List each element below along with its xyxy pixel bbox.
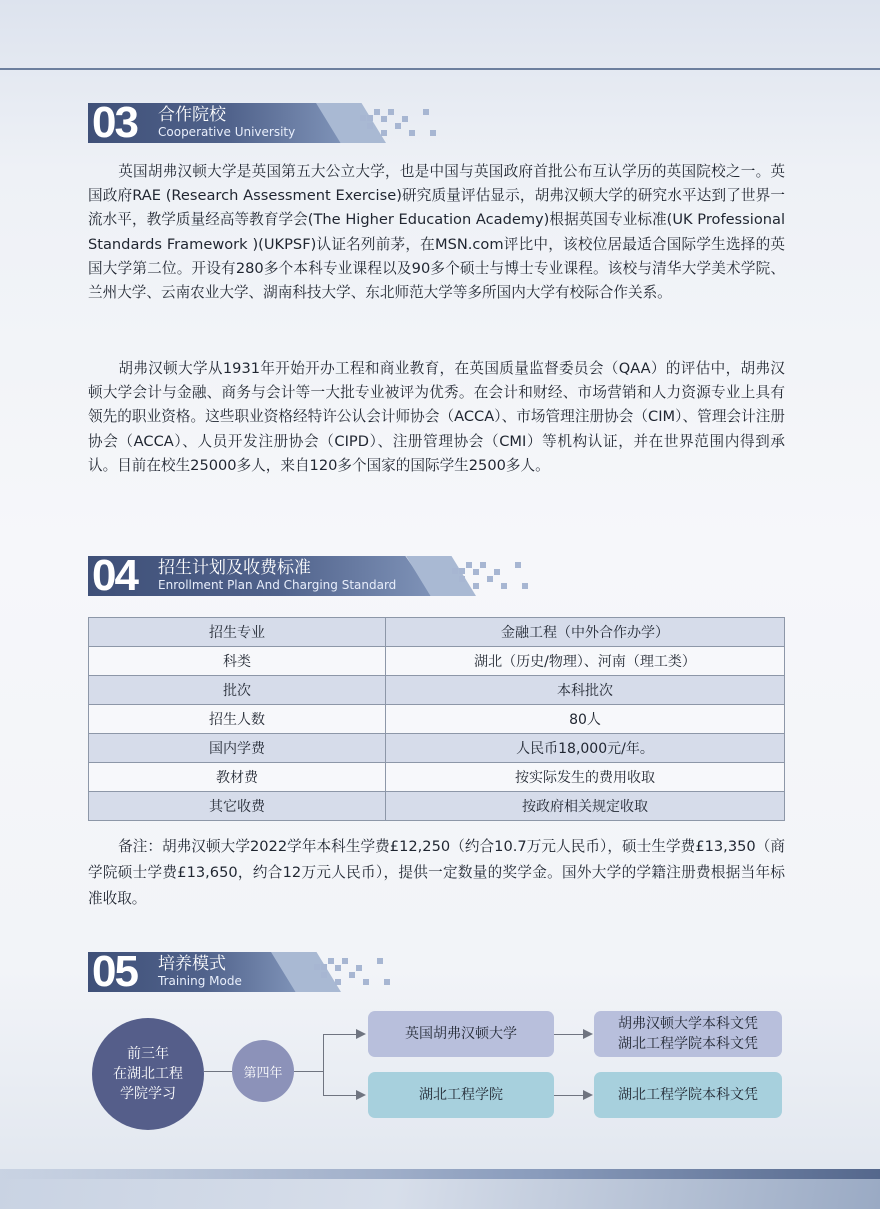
hubei-degree-box: 湖北工程学院本科文凭 bbox=[594, 1072, 782, 1118]
table-row: 其它收费 按政府相关规定收取 bbox=[89, 792, 785, 821]
dual-degree-box: 胡弗汉顿大学本科文凭 湖北工程学院本科文凭 bbox=[594, 1011, 782, 1057]
section-05-subtitle: Training Mode bbox=[158, 974, 242, 988]
bottom-decoration-band bbox=[0, 1169, 880, 1209]
section-03-header bbox=[88, 98, 518, 147]
first-three-years-circle: 前三年 在湖北工程 学院学习 bbox=[92, 1018, 204, 1130]
table-row: 科类 湖北（历史/物理）、河南（理工类） bbox=[89, 647, 785, 676]
section-03-title: 合作院校 bbox=[158, 105, 226, 125]
section-05-header bbox=[88, 947, 518, 996]
arrow-right-icon bbox=[583, 1029, 593, 1039]
table-row: 教材费 按实际发生的费用收取 bbox=[89, 763, 785, 792]
connector-line bbox=[204, 1071, 232, 1072]
table-row: 国内学费 人民币18,000元/年。 bbox=[89, 734, 785, 763]
connector-line bbox=[554, 1034, 584, 1035]
table-row: 批次 本科批次 bbox=[89, 676, 785, 705]
section-04-number: 04 bbox=[92, 551, 137, 600]
connector-line bbox=[323, 1034, 357, 1035]
section-05-number: 05 bbox=[92, 947, 137, 996]
connector-line bbox=[294, 1071, 324, 1072]
arrow-right-icon bbox=[356, 1090, 366, 1100]
enrollment-table bbox=[88, 617, 785, 821]
section-05-title: 培养模式 bbox=[158, 954, 226, 974]
arrow-right-icon bbox=[356, 1029, 366, 1039]
top-divider-line bbox=[0, 68, 880, 70]
section-04-header bbox=[88, 551, 518, 600]
connector-line bbox=[554, 1095, 584, 1096]
section-03-paragraph-2: 胡弗汉顿大学从1931年开始开办工程和商业教育，在英国质量监督委员会（QAA）的评估中，胡弗汉顿大学会计与金融、商务与会计等一大批专业被评为优秀。在会计和财经、市场营销和人力资源专业上具有领先的职业资格。这些职业资格经特许公认会计师协会（ACCA）、市场管理注册协会（CIM）、管理会计注册协会（ACCA）、人员开发注册协会（CIPD）、注册管理协会（CMI）等机构认证，并在世界范围内得到承认。目前在校生25000多人，来自120多个国家的国际学生2500多人。 bbox=[88, 360, 785, 474]
section-03-subtitle: Cooperative University bbox=[158, 125, 296, 139]
uk-university-box: 英国胡弗汉顿大学 bbox=[368, 1011, 554, 1057]
section-03-number: 03 bbox=[92, 98, 137, 147]
hubei-institute-box: 湖北工程学院 bbox=[368, 1072, 554, 1118]
section-03-paragraph-1: 英国胡弗汉顿大学是英国第五大公立大学，也是中国与英国政府首批公布互认学历的英国院校之一。英国政府RAE (Research Assessment Exercise)研究质量评估显示，胡弗汉顿大学的研究水平达到了世界一流水平，教学质量经高等教育学会(The Higher Education Academy)根据英国专业标准(UK Professional Standards Framework )(UKPSF)认证名列前茅，在MSN.com评比中，该校位居最适合国际学生选择的英国大学第二位。开设有280多个本科专业课程以及90多个硕士与博士专业课程。该校与清华大学美术学院、兰州大学、云南农业大学、湖南科技大学、东北师范大学等多所国内大学有校际合作关系。 bbox=[88, 163, 785, 302]
table-row: 招生专业 金融工程（中外合作办学） bbox=[89, 618, 785, 647]
section-04-subtitle: Enrollment Plan And Charging Standard bbox=[158, 578, 397, 592]
arrow-right-icon bbox=[583, 1090, 593, 1100]
table-row: 招生人数 80人 bbox=[89, 705, 785, 734]
connector-line bbox=[323, 1095, 357, 1096]
connector-line bbox=[323, 1034, 324, 1096]
section-04-title: 招生计划及收费标准 bbox=[158, 558, 311, 578]
fee-note: 备注：胡弗汉顿大学2022学年本科生学费£12,250（约合10.7万元人民币），硕士生学费£13,350（商学院硕士学费£13,650，约合12万元人民币），提供一定数量的奖学金。国外大学的学籍注册费根据当年标准收取。 bbox=[88, 838, 785, 907]
fourth-year-circle: 第四年 bbox=[232, 1040, 294, 1102]
